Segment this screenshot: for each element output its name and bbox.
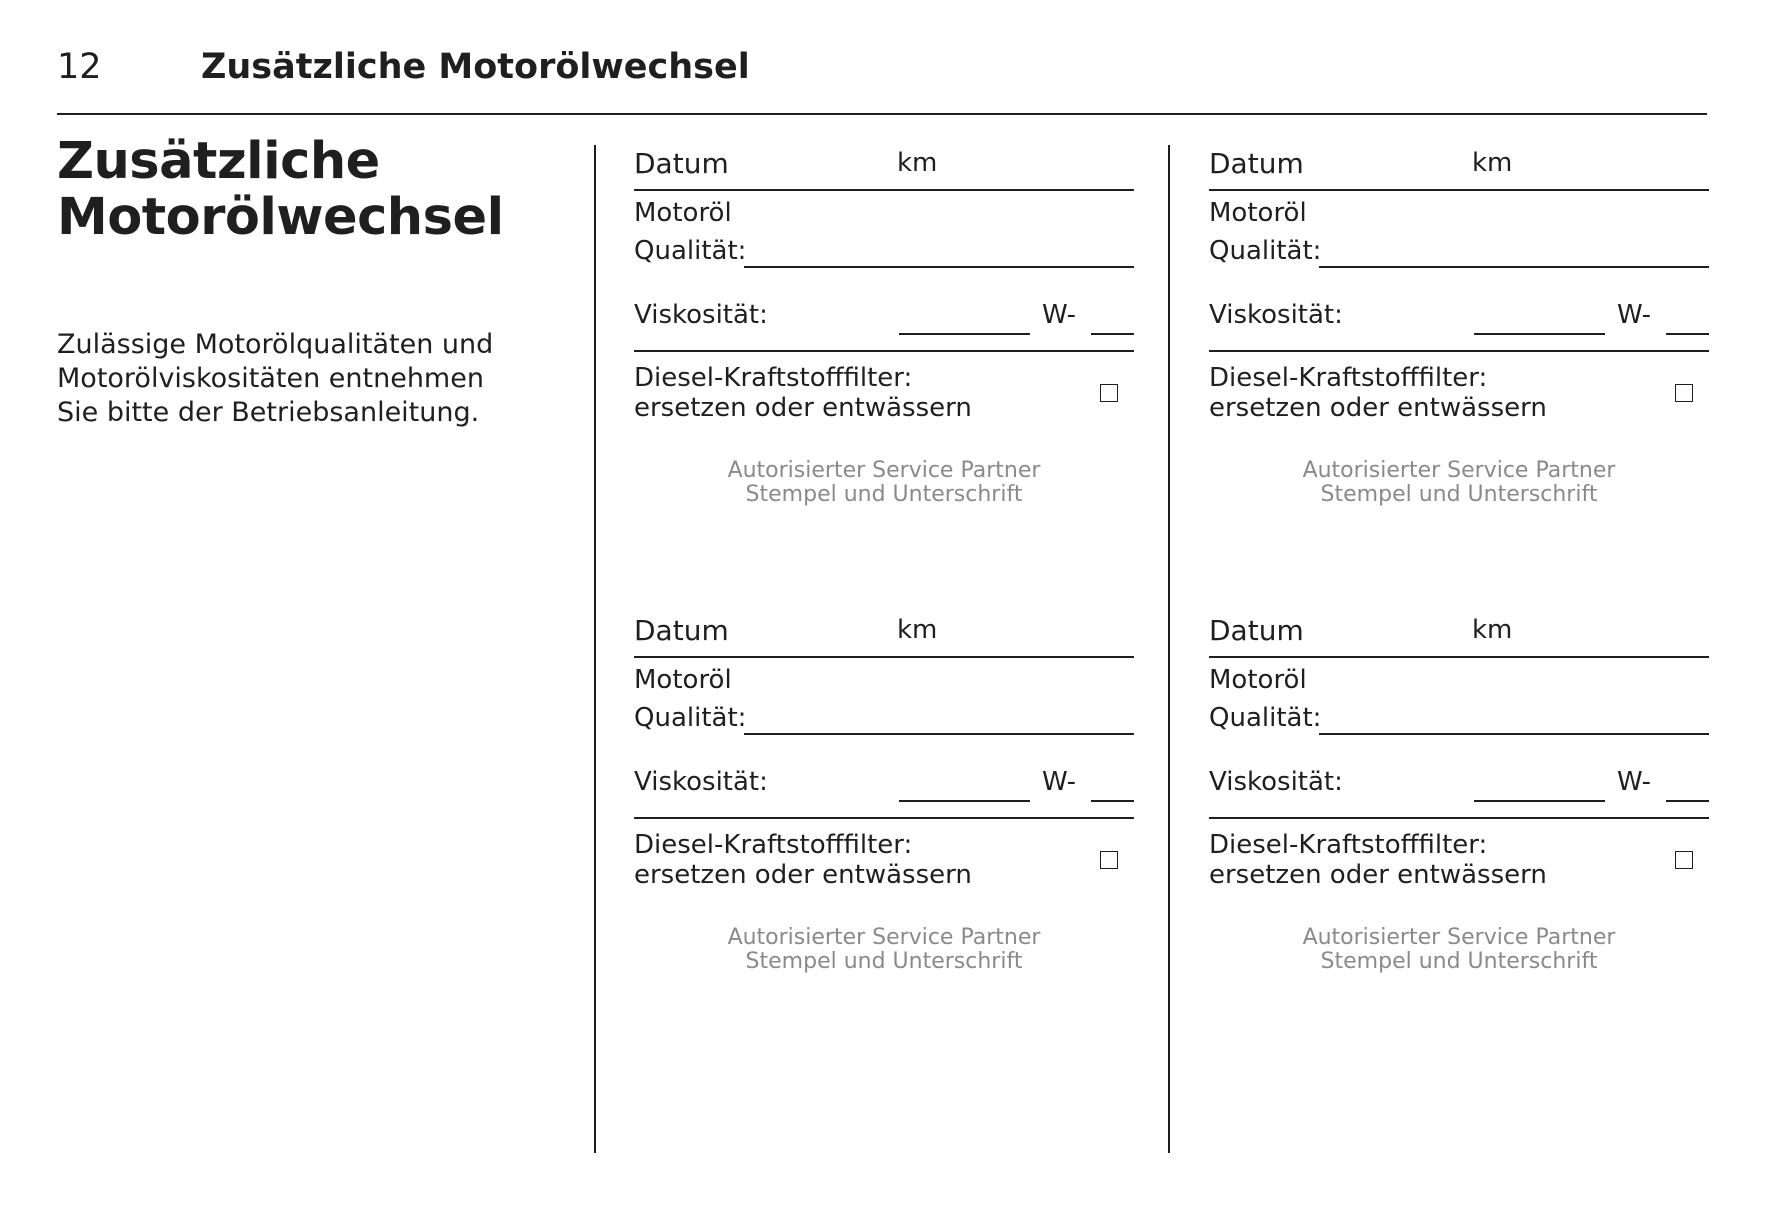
qualitaet-label: Qualität: — [1209, 236, 1322, 266]
datum-label: Datum — [1209, 147, 1304, 180]
diesel-label-line2: ersetzen oder entwässern — [634, 860, 972, 890]
km-label: km — [1472, 615, 1513, 645]
km-label: km — [1472, 148, 1513, 178]
viskositaet-label: Viskosität: — [634, 767, 768, 797]
datum-km-field-line[interactable] — [1209, 656, 1709, 658]
intro-text — [57, 328, 517, 430]
running-head: Zusätzliche Motorölwechsel — [201, 47, 750, 87]
qualitaet-label: Qualität: — [634, 703, 747, 733]
motoroel-label: Motoröl — [634, 665, 732, 695]
viskositaet-field-line[interactable] — [1474, 800, 1605, 802]
stamp-line: Autorisierter Service Partner — [727, 925, 1041, 950]
section-divider — [634, 817, 1134, 819]
qualitaet-field-line[interactable] — [1319, 733, 1709, 735]
diesel-filter-checkbox[interactable] — [1675, 384, 1693, 402]
motoroel-label: Motoröl — [634, 198, 732, 228]
intro-text-line: Motorölviskositäten entnehmen — [57, 363, 484, 394]
qualitaet-field-line[interactable] — [1319, 266, 1709, 268]
w-label: W- — [1042, 767, 1077, 797]
qualitaet-label: Qualität: — [634, 236, 747, 266]
diesel-label-line1: Diesel-Kraftstofffilter: — [1209, 363, 1488, 393]
datum-km-field-line[interactable] — [634, 656, 1134, 658]
km-label: km — [897, 615, 938, 645]
motoroel-label: Motoröl — [1209, 198, 1307, 228]
viskositaet-field-line[interactable] — [899, 800, 1030, 802]
datum-label: Datum — [1209, 614, 1304, 647]
datum-km-field-line[interactable] — [1209, 189, 1709, 191]
viskositaet-label: Viskosität: — [634, 300, 768, 330]
viskositaet-field-line[interactable] — [1474, 333, 1605, 335]
w-label: W- — [1617, 300, 1652, 330]
w-label: W- — [1617, 767, 1652, 797]
oil-change-card — [1209, 612, 1709, 1032]
w-field-line[interactable] — [1666, 333, 1709, 335]
stamp-line: Autorisierter Service Partner — [1302, 458, 1616, 483]
section-divider — [1209, 817, 1709, 819]
diesel-label-line2: ersetzen oder entwässern — [1209, 393, 1547, 423]
intro-text-line: Sie bitte der Betriebsanleitung. — [57, 397, 480, 428]
section-divider — [634, 350, 1134, 352]
intro-title-line: Zusätzliche — [57, 132, 380, 191]
diesel-label-line1: Diesel-Kraftstofffilter: — [634, 830, 913, 860]
page-number: 12 — [57, 47, 102, 87]
stamp-signature-area — [634, 926, 1134, 974]
w-field-line[interactable] — [1091, 333, 1134, 335]
diesel-label-line2: ersetzen oder entwässern — [634, 393, 972, 423]
stamp-signature-area — [1209, 926, 1709, 974]
w-field-line[interactable] — [1091, 800, 1134, 802]
datum-label: Datum — [634, 614, 729, 647]
stamp-line: Stempel und Unterschrift — [1320, 949, 1598, 974]
diesel-filter-checkbox[interactable] — [1100, 851, 1118, 869]
column-divider-left — [594, 145, 596, 1153]
diesel-label-line1: Diesel-Kraftstofffilter: — [634, 363, 913, 393]
diesel-filter-checkbox[interactable] — [1675, 851, 1693, 869]
viskositaet-label: Viskosität: — [1209, 767, 1343, 797]
section-divider — [1209, 350, 1709, 352]
header-rule — [57, 113, 1707, 115]
stamp-signature-area — [634, 459, 1134, 507]
datum-km-field-line[interactable] — [634, 189, 1134, 191]
stamp-signature-area — [1209, 459, 1709, 507]
stamp-line: Autorisierter Service Partner — [727, 458, 1041, 483]
km-label: km — [897, 148, 938, 178]
viskositaet-field-line[interactable] — [899, 333, 1030, 335]
intro-text-line: Zulässige Motorölqualitäten und — [57, 329, 494, 360]
intro-title-line: Motorölwechsel — [57, 188, 504, 247]
column-divider-right — [1168, 145, 1170, 1153]
diesel-label-line1: Diesel-Kraftstofffilter: — [1209, 830, 1488, 860]
stamp-line: Stempel und Unterschrift — [745, 949, 1023, 974]
datum-label: Datum — [634, 147, 729, 180]
oil-change-card — [634, 145, 1134, 565]
intro-title — [57, 134, 504, 246]
qualitaet-field-line[interactable] — [744, 266, 1134, 268]
oil-change-card — [1209, 145, 1709, 565]
motoroel-label: Motoröl — [1209, 665, 1307, 695]
diesel-filter-checkbox[interactable] — [1100, 384, 1118, 402]
qualitaet-label: Qualität: — [1209, 703, 1322, 733]
stamp-line: Autorisierter Service Partner — [1302, 925, 1616, 950]
diesel-label-line2: ersetzen oder entwässern — [1209, 860, 1547, 890]
oil-change-card — [634, 612, 1134, 1032]
viskositaet-label: Viskosität: — [1209, 300, 1343, 330]
qualitaet-field-line[interactable] — [744, 733, 1134, 735]
w-field-line[interactable] — [1666, 800, 1709, 802]
stamp-line: Stempel und Unterschrift — [1320, 482, 1598, 507]
w-label: W- — [1042, 300, 1077, 330]
stamp-line: Stempel und Unterschrift — [745, 482, 1023, 507]
